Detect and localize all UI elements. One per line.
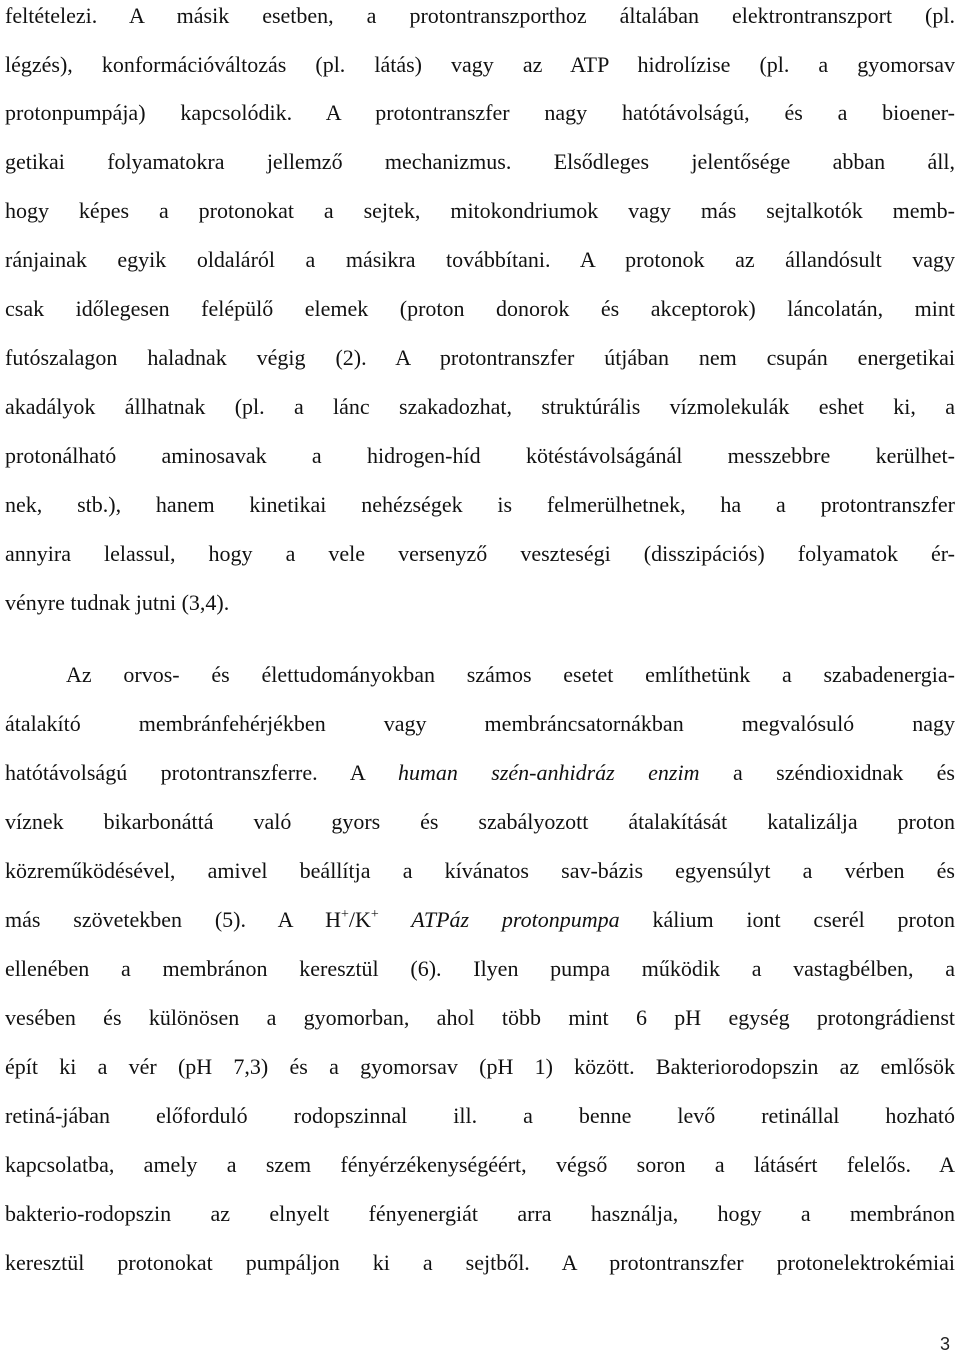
text-line: ellenében a membránon keresztül (6). Ilyen pumpa működik a vastagbélben, a [5, 956, 955, 981]
text-line: kapcsolatba, amely a szem fényérzékenységéért, végső soron a látásért felelős. A [5, 1152, 955, 1177]
italic-term-pump: ATPáz protonpumpa [378, 907, 620, 932]
text-line: akadályok állhatnak (pl. a lánc szakadozhat, struktúrális vízmolekulák eshet ki, a [5, 394, 955, 419]
text-run: hatótávolságú protontranszferre. A [5, 760, 398, 785]
text-line: vényre tudnak jutni (3,4). [5, 590, 230, 615]
page-number: 3 [939, 1334, 950, 1354]
text-line: bakterio-rodopszin az elnyelt fényenergiát arra használja, hogy a membránon [5, 1201, 955, 1226]
text-line: épít ki a vér (pH 7,3) és a gyomorsav (pH 1) között. Bakteriorodopszin az emlősök [5, 1054, 955, 1079]
text-line: hogy képes a protonokat a sejtek, mitokondriumok vagy más sejtalkotók memb- [5, 198, 955, 223]
text-run: /K [348, 907, 371, 932]
text-line: nek, stb.), hanem kinetikai nehézségek is felmerülhetnek, ha a protontranszfer [5, 492, 955, 517]
text-line: protonpumpája) kapcsolódik. A protontranszfer nagy hatótávolságú, és a bioener- [5, 100, 955, 125]
text-line: közreműködésével, amivel beállítja a kívánatos sav-bázis egyensúlyt a vérben és [5, 858, 955, 883]
text-line [5, 759, 955, 787]
text-line: keresztül protonokat pumpáljon ki a sejtből. A protontranszfer protonelektrokémiai [5, 1250, 955, 1275]
text-run: kálium iont cserél proton [619, 907, 955, 932]
text-line: csak időlegesen felépülő elemek (proton donorok és akceptorok) láncolatán, mint [5, 296, 955, 321]
text-line: getikai folyamatokra jellemző mechanizmus. Elsődleges jelentősége abban áll, [5, 149, 955, 174]
text-line: légzés), konformációváltozás (pl. látás) vagy az ATP hidrolízise (pl. a gyomorsav [5, 52, 955, 77]
text-line: protonálható aminosavak a hidrogen-híd kötéstávolságánál messzebbre kerülhet- [5, 443, 955, 468]
text-line: feltételezi. A másik esetben, a protontranszporthoz általában elektrontranszport (pl. [5, 3, 955, 28]
text-run: más szövetekben (5). A H [5, 907, 341, 932]
superscript-plus: + [340, 907, 349, 922]
text-line: retiná-jában előforduló rodopszinnal ill. a benne levő retinállal hozható [5, 1103, 955, 1128]
text-line [5, 906, 955, 934]
text-line: ránjainak egyik oldaláról a másikra továbbítani. A protonok az állandósult vagy [5, 247, 955, 272]
text-line: Az orvos- és élettudományokban számos esetet említhetünk a szabadenergia- [66, 662, 955, 687]
text-line: víznek bikarbonáttá való gyors és szabályozott átalakítását katalizálja proton [5, 809, 955, 834]
italic-term-enzyme: human szén-anhidráz enzim [397, 760, 700, 785]
text-run: a széndioxidnak és [699, 760, 955, 785]
text-line: annyira lelassul, hogy a vele versenyző veszteségi (disszipációs) folyamatok ér- [5, 541, 955, 566]
text-line: futószalagon haladnak végig (2). A protontranszfer útjában nem csupán energetikai [5, 345, 955, 370]
text-line: vesében és különösen a gyomorban, ahol több mint 6 pH egység protongrádienst [5, 1005, 955, 1030]
superscript-plus: + [370, 907, 379, 922]
text-line: átalakító membránfehérjékben vagy membráncsatornákban megvalósuló nagy [5, 711, 955, 736]
